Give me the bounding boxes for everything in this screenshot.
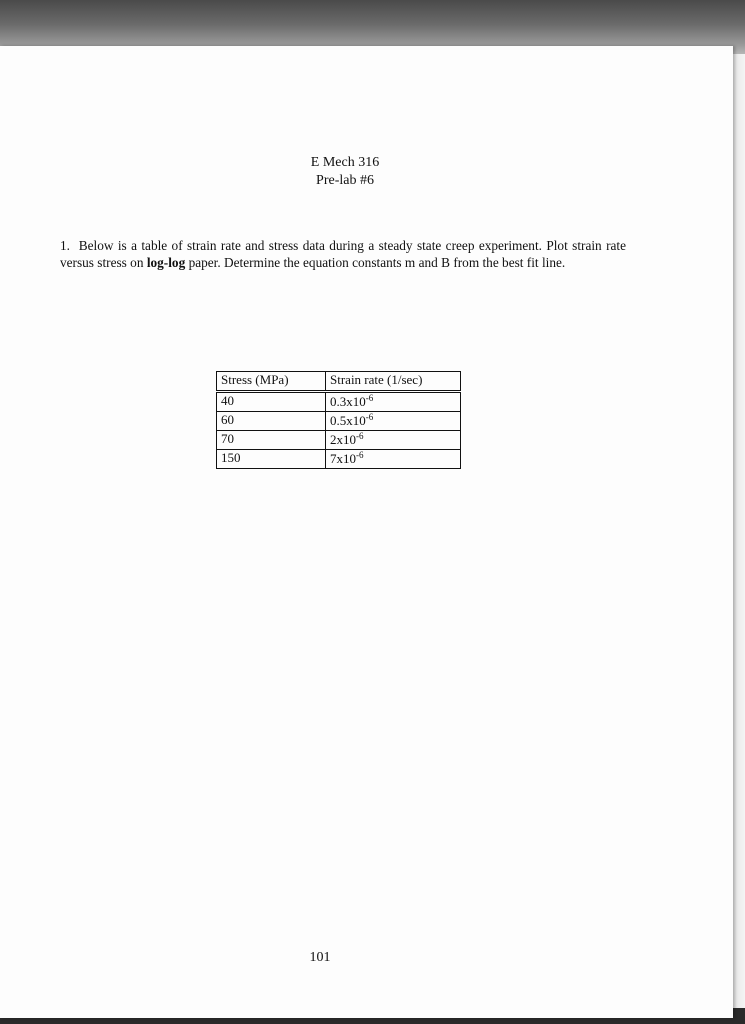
question-bold-term: log-log [146,255,186,270]
question-1 [60,237,626,271]
document-header [0,154,690,190]
rate-base: 2x10 [330,432,356,447]
rate-exponent: -6 [365,393,374,403]
course-title: E Mech 316 [310,155,380,170]
page-edge [733,54,745,1016]
table-row [217,450,461,469]
rate-exponent: -6 [356,431,364,441]
document-page [0,46,733,1018]
strain-rate-cell [326,392,461,412]
header-stress: Stress (MPa) [217,372,326,392]
page-number: 101 [309,950,331,965]
rate-base: 0.3x10 [330,394,366,409]
strain-rate-cell [326,431,461,450]
strain-rate-cell [326,412,461,431]
stress-cell: 70 [217,431,326,450]
table-header-row [217,372,461,392]
stress-cell: 150 [217,450,326,469]
stress-cell: 40 [217,392,326,412]
rate-base: 7x10 [330,451,356,466]
rate-base: 0.5x10 [330,413,366,428]
creep-data-table [216,371,461,469]
table-row [217,412,461,431]
question-number: 1. [60,238,70,253]
prelab-title: Pre-lab #6 [316,173,374,188]
table-row [217,431,461,450]
header-strain-rate: Strain rate (1/sec) [326,372,461,392]
question-text-end: paper. Determine the equation constants m and B from the best fit line. [188,255,566,270]
rate-exponent: -6 [356,450,364,460]
strain-rate-cell [326,450,461,469]
stress-cell: 60 [217,412,326,431]
table-row [217,392,461,412]
question-text-start: Below is a table of strain rate and stress data during a steady state creep experiment. Plot strain rate versus stress on [60,238,626,270]
rate-exponent: -6 [365,412,374,422]
